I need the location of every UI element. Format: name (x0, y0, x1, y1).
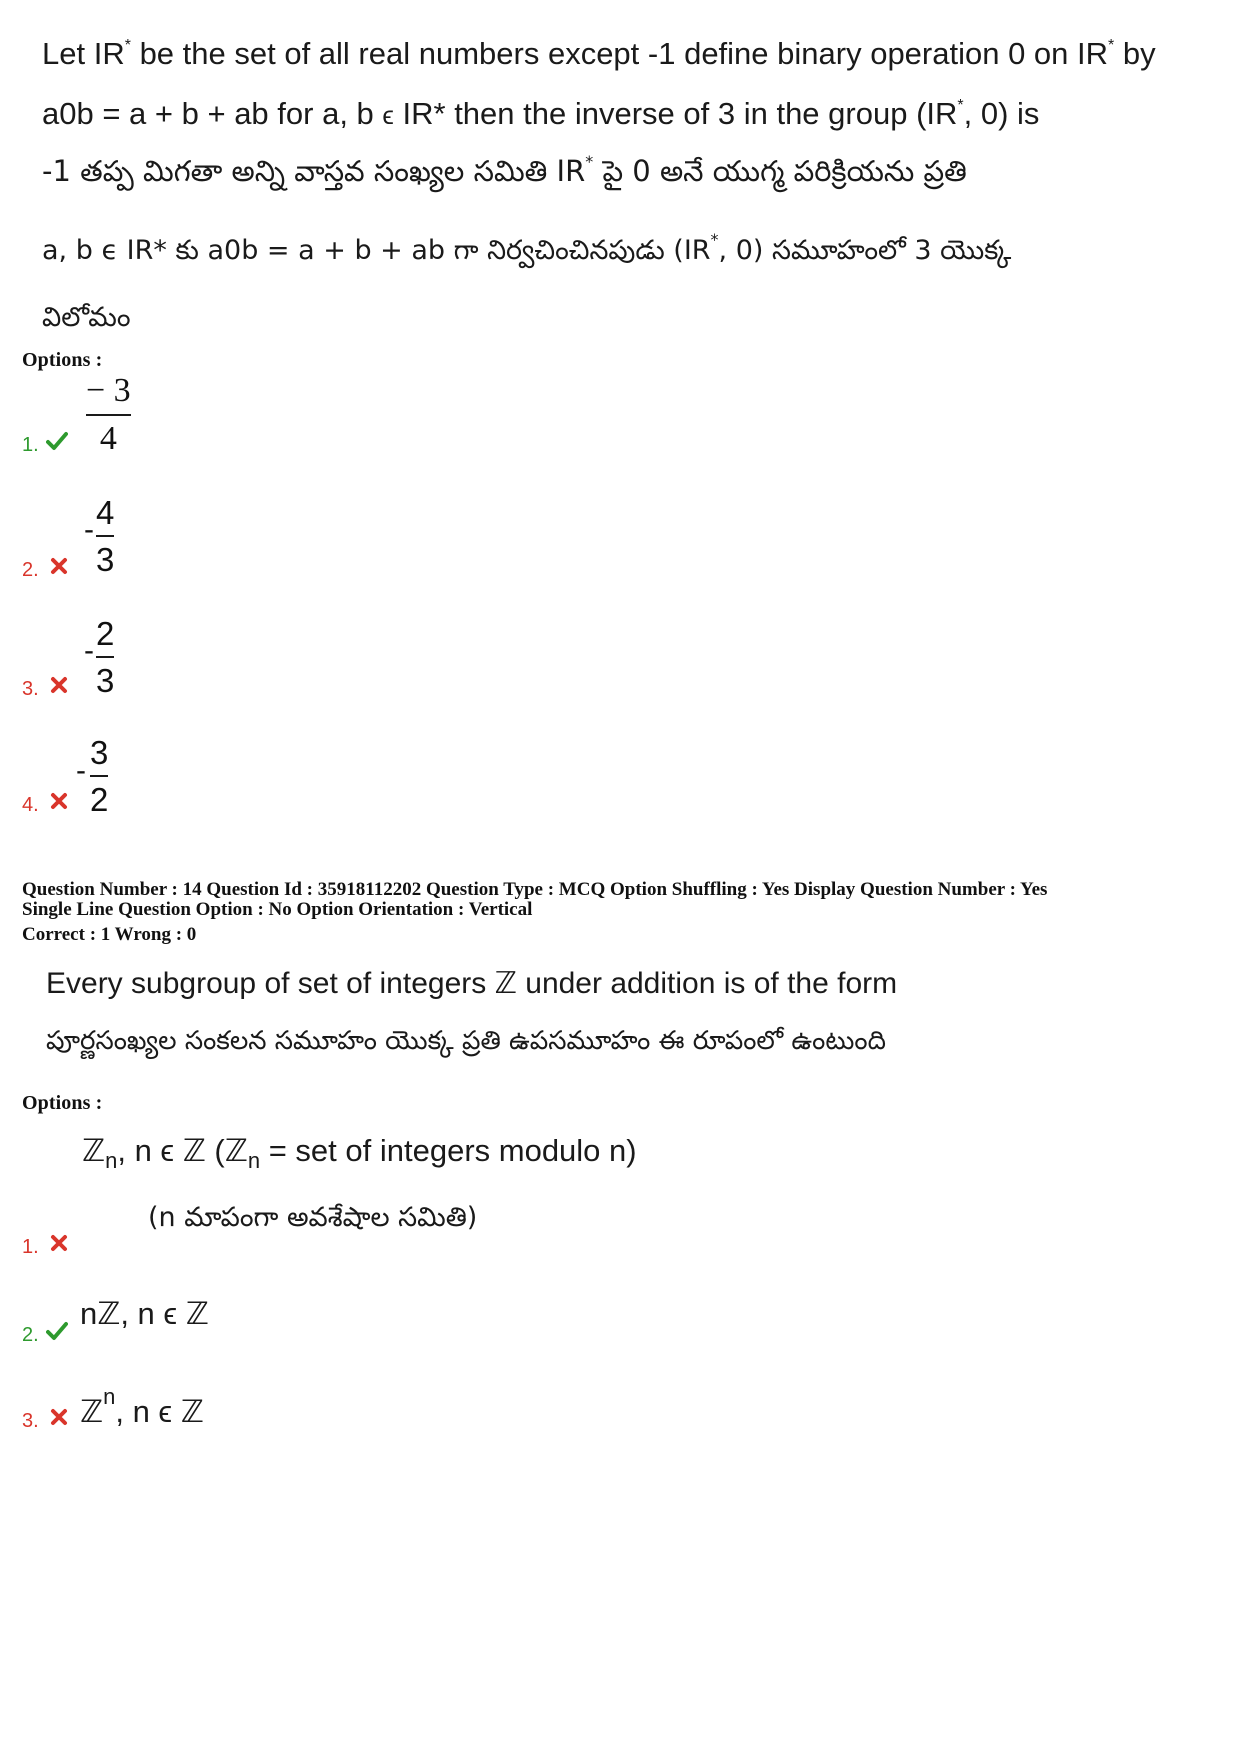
superscript-star: * (124, 37, 131, 54)
option-text-segment: , n ϵ ℤ (ℤ (117, 1133, 248, 1168)
fraction-bar (96, 656, 114, 658)
check-icon (46, 1320, 68, 1342)
fraction-numerator: 4 (96, 494, 115, 531)
option-number: 3. (22, 1410, 39, 1432)
q13-text-segment: IR* then the inverse of 3 in the group (IR (393, 96, 958, 131)
minus-sign: - (84, 513, 94, 546)
fraction-numerator: 2 (96, 615, 115, 652)
option-number: 1. (22, 1236, 39, 1258)
option-number: 3. (22, 678, 39, 700)
q14-meta-line-1: Question Number : 14 Question Id : 35918112202 Question Type : MCQ Option Shuffling : Yes Display Question Number : Yes (22, 879, 1048, 900)
cross-icon (48, 1232, 70, 1254)
q13-text-segment: Let IR (42, 36, 125, 71)
fraction-numerator: − 3 (86, 372, 131, 409)
cross-icon (48, 674, 70, 696)
q13-telugu-segment: a, b (42, 235, 102, 266)
q13-telugu-segment: పై 0 అనే యుగ్మ పరిక్రియను ప్రతి (593, 154, 967, 188)
q13-option-4-fraction (90, 736, 108, 816)
q14-text-telugu: పూర్ణసంఖ్యల సంకలన సమూహం యొక్క ప్రతి ఉపసమూహం ఈ రూపంలో ఉంటుంది (46, 1026, 886, 1056)
q13-telugu-segment: -1 తప్ప మిగతా అన్ని వాస్తవ సంఖ్యల సమితి IR (42, 154, 586, 188)
superscript: n (103, 1384, 116, 1409)
q14-meta-line-3: Correct : 1 Wrong : 0 (22, 924, 197, 945)
q13-text-line-2 (42, 96, 1039, 132)
minus-sign: - (76, 754, 86, 787)
option-number: 2. (22, 1324, 39, 1346)
q13-text-line-1 (42, 36, 1156, 72)
subscript: n (247, 1148, 261, 1174)
q13-telugu-segment: , 0) సమూహంలో 3 యొక్క (718, 235, 1012, 266)
superscript-star: * (1108, 37, 1115, 54)
options-heading: Options : (22, 1092, 103, 1114)
fraction-denominator: 3 (96, 541, 115, 578)
options-heading: Options : (22, 349, 103, 371)
fraction-numerator: 3 (90, 734, 109, 771)
check-icon (46, 430, 68, 452)
superscript-star: * (957, 97, 964, 114)
q14-option-3-text (80, 1384, 204, 1430)
minus-sign: - (84, 634, 94, 667)
fraction-denominator: 3 (96, 662, 115, 699)
fraction-denominator: 4 (99, 420, 117, 457)
fraction-bar (86, 414, 131, 416)
element-of-symbol: ϵ (382, 100, 394, 130)
superscript-star: * (585, 152, 594, 171)
q13-text-segment: a0b = a + b + ab for a, b (42, 96, 383, 131)
element-of-symbol: ϵ (101, 235, 119, 266)
q13-text-segment: be the set of all real numbers except -1 define binary operation 0 on IR (130, 36, 1109, 71)
cross-icon (48, 555, 70, 577)
q14-meta-line-2: Single Line Question Option : No Option Orientation : Vertical (22, 899, 533, 920)
q13-telugu-segment: IR* కు a0b = a + b + ab గా నిర్వచించినపుడు (IR (118, 235, 711, 266)
cross-icon (48, 790, 70, 812)
q14-option-2-text: nℤ, n ϵ ℤ (80, 1296, 209, 1331)
option-text-segment: , n ϵ ℤ (115, 1394, 204, 1429)
option-number: 1. (22, 434, 39, 456)
fraction-denominator: 2 (90, 781, 109, 818)
option-text-segment: ℤ (80, 1394, 104, 1429)
q14-option-1-telugu: (n మాపంగా అవశేషాల సమితి) (148, 1202, 478, 1233)
fraction-bar (96, 535, 114, 537)
q13-option-3-fraction (96, 617, 114, 697)
q13-telugu-line-1 (42, 152, 967, 196)
option-number: 4. (22, 794, 39, 816)
q13-text-segment: by (1114, 36, 1156, 71)
q14-text-english: Every subgroup of set of integers ℤ under addition is of the form (46, 967, 898, 1000)
q14-option-1-text (82, 1133, 637, 1174)
q13-text-segment: , 0) is (963, 96, 1040, 131)
option-number: 2. (22, 559, 39, 581)
q13-telugu-line-3: విలోమం (42, 302, 131, 333)
superscript-star: * (710, 230, 719, 249)
option-text-segment: = set of integers modulo n) (260, 1133, 637, 1168)
q13-option-2-fraction (96, 496, 114, 576)
q13-telugu-line-2 (42, 230, 1011, 273)
cross-icon (48, 1406, 70, 1428)
fraction-bar (90, 775, 108, 777)
subscript: n (105, 1148, 118, 1174)
option-text-segment: ℤ (82, 1133, 106, 1168)
q13-option-1-fraction (86, 374, 131, 456)
